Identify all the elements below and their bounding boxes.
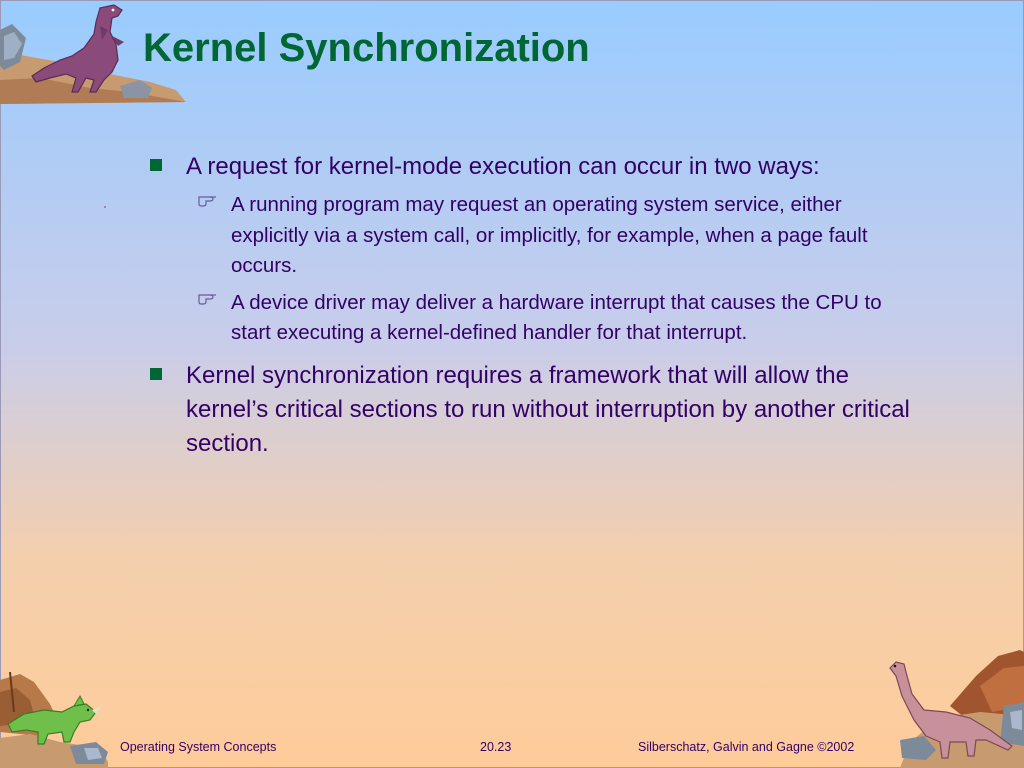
footer-copyright: Silberschatz, Galvin and Gagne ©2002	[638, 740, 855, 754]
triceratops-icon	[0, 672, 112, 768]
bullet-item	[148, 150, 918, 184]
brontosaurus-icon	[880, 646, 1024, 768]
bullet-item	[148, 359, 918, 461]
slide-title: Kernel Synchronization	[143, 26, 590, 70]
square-bullet-icon	[150, 368, 162, 380]
pointing-hand-icon	[198, 193, 218, 207]
sub-bullet-text: A device driver may deliver a hardware interrupt that causes the CPU to start executing a kernel-defined handler for that interrupt.	[231, 290, 882, 344]
bullet-text: A request for kernel-mode execution can occur in two ways:	[186, 153, 820, 180]
sub-bullet-text: A running program may request an operating system service, either explicitly via a system call, or implicitly, for example, when a page fault occurs.	[231, 193, 868, 277]
slide-body	[148, 150, 918, 467]
sub-bullet-list	[65, 190, 918, 349]
pointing-hand-icon	[198, 291, 218, 305]
footer-slide-number: 20.23	[480, 740, 512, 754]
bullet-text: Kernel synchronization requires a framework that will allow the kernel’s critical sections to run without interruption by another critical section.	[186, 361, 910, 457]
sub-bullet-item	[231, 288, 918, 349]
sub-bullet-item	[231, 190, 918, 282]
footer-book-title: Operating System Concepts	[120, 740, 277, 754]
square-bullet-icon	[150, 159, 162, 171]
